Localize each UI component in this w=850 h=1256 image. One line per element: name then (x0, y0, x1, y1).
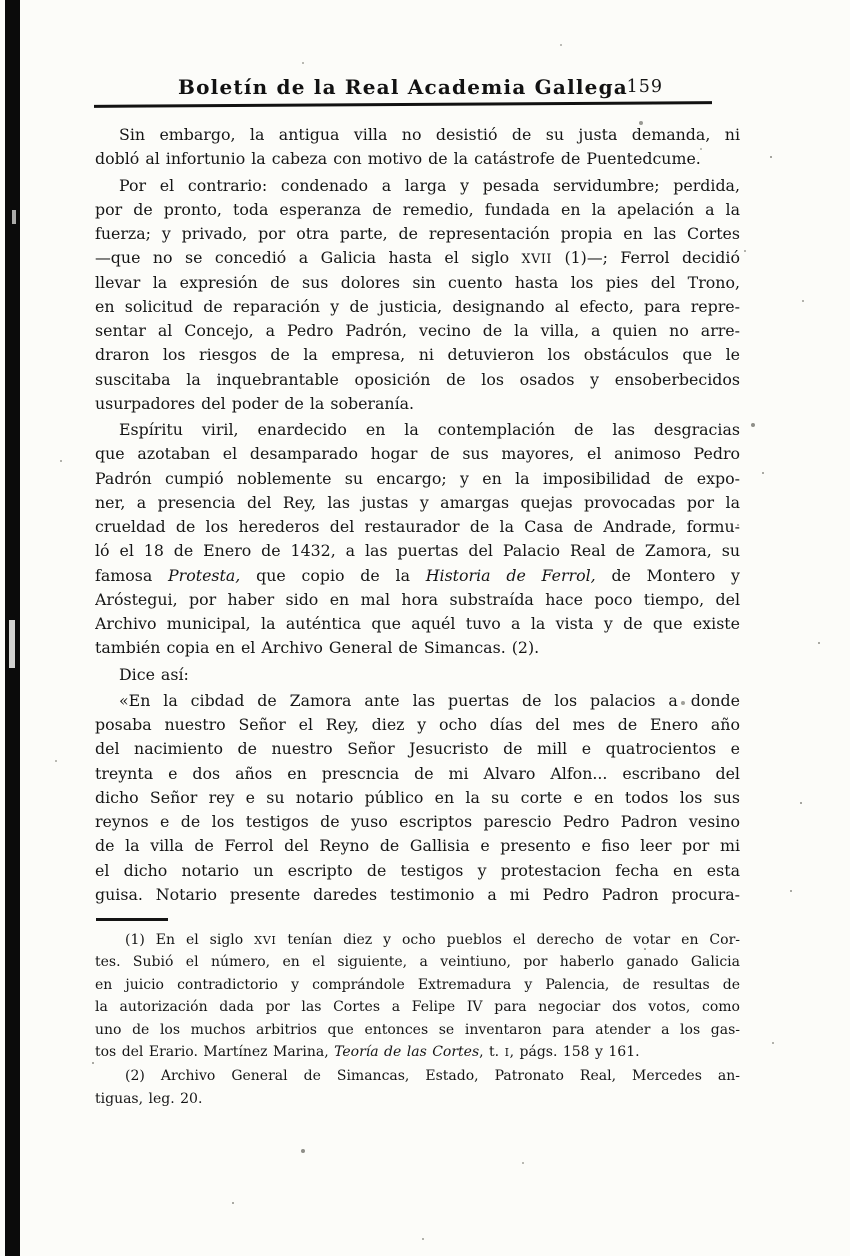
book-binding-shadow (5, 0, 20, 1256)
text-line: fuerza; y privado, por otra parte, de representación propia en las Cortes (95, 224, 740, 243)
text-line: draron los riesgos de la empresa, ni detuvieron los obstáculos que le (95, 345, 740, 365)
header-rule (94, 101, 712, 108)
text-line: sentar al Concejo, a Pedro Padrón, vecino de la villa, a quien no arre- (95, 321, 740, 340)
text-line: (1) En el siglo XVI tenían diez y ocho pueblos el derecho de votar en Cor- (125, 932, 740, 948)
paragraph (95, 663, 740, 687)
text-line: treynta e dos años en prescncia de mi Alvaro Alfon... escribano del (95, 763, 740, 783)
text-line: ló el 18 de Enero de 1432, a las puertas del Palacio Real de Zamora, su (95, 541, 740, 561)
text-line: —que no se concedió a Galicia hasta el siglo XVII (1)—; Ferrol decidió (95, 248, 740, 268)
page-header (93, 75, 713, 101)
text-line: dicho Señor rey e su notario público en la su corte e en todos los sus (95, 787, 740, 807)
paragraph (95, 689, 740, 907)
text-line: (2) Archivo General de Simancas, Estado, Patronato Real, Mercedes an- (125, 1068, 740, 1085)
footnote-separator-rule (96, 918, 168, 921)
text-line: uno de los muchos arbitrios que entonces se inventaron para atender a los gas- (95, 1021, 740, 1038)
text-line: Por el contrario: condenado a larga y pesada servidumbre; perdida, (119, 175, 740, 195)
text-line: también copia en el Archivo General de Simancas. (2). (95, 638, 540, 658)
text-line: de la villa de Ferrol del Reyno de Gallisia e presento e fiso leer por mi (95, 836, 740, 856)
footnotes-block (95, 929, 740, 1110)
text-line: Dice así: (119, 664, 189, 684)
paragraph (95, 418, 740, 661)
paragraph (95, 123, 740, 172)
text-line: dobló al infortunio la cabeza con motivo de la catástrofe de Puentedcume. (95, 149, 701, 169)
paragraph (95, 174, 740, 417)
text-line: que azotaban el desamparado hogar de sus mayores, el animoso Pedro (95, 444, 740, 464)
text-line: en juicio contradictorio y comprándole Extremadura y Palencia, de resultas de (95, 976, 740, 993)
text-line: ner, a presencia del Rey, las justas y amargas quejas provocadas por la (95, 492, 740, 512)
text-line: famosa Protesta, que copio de la Historia de Ferrol, de Montero y (95, 565, 740, 585)
scan-noise-speckles (0, 0, 2, 2)
text-line: Archivo municipal, la auténtica que aquél tuvo a la vista y de que existe (95, 614, 740, 633)
text-line: tiguas, leg. 20. (95, 1090, 203, 1107)
journal-title: Boletín de la Real Academia Gallega (178, 75, 628, 99)
paragraph (95, 1065, 740, 1110)
text-line: del nacimiento de nuestro Señor Jesucristo de mill e quatrocientos e (95, 739, 740, 759)
text-line: Espíritu viril, enardecido en la contemplación de las desgracias (119, 420, 740, 439)
text-line: el dicho notario un escripto de testigos y protestacion fecha en esta (95, 860, 740, 880)
text-line: por de pronto, toda esperanza de remedio, fundada en la apelación a la (95, 199, 740, 219)
text-line: reynos e de los testigos de yuso escriptos parescio Pedro Padron vesino (95, 812, 740, 831)
text-line: llevar la expresión de sus dolores sin cuento hasta los pies del Trono, (95, 272, 740, 292)
text-line: la autorización dada por las Cortes a Felipe IV para negociar dos votos, como (95, 999, 740, 1016)
text-line: en solicitud de reparación y de justicia, designando al efecto, para repre- (95, 296, 740, 316)
body-text-column (95, 123, 740, 907)
text-line: tes. Subió el número, en el siguiente, a veintiuno, por haberlo ganado Galicia (95, 954, 740, 971)
page-number: 159 (626, 77, 663, 97)
text-line: tos del Erario. Martínez Marina, Teoría de las Cortes, t. I, págs. 158 y 161. (95, 1043, 640, 1060)
text-line: usurpadores del poder de la soberanía. (95, 393, 415, 413)
text-line: «En la cibdad de Zamora ante las puertas de los palacios a donde (119, 690, 740, 710)
paragraph (95, 929, 740, 1063)
text-line: Aróstegui, por haber sido en mal hora substraída hace poco tiempo, del (95, 589, 740, 609)
text-line: crueldad de los herederos del restaurador de la Casa de Andrade, formu- (95, 517, 740, 536)
text-line: Sin embargo, la antigua villa no desistió de su justa demanda, ni (119, 125, 740, 144)
text-line: suscitaba la inquebrantable oposición de los osados y ensoberbecidos (95, 369, 740, 389)
text-line: Padrón cumpió noblemente su encargo; y en la imposibilidad de expo- (95, 468, 740, 488)
text-line: posaba nuestro Señor el Rey, diez y ocho días del mes de Enero año (95, 715, 740, 734)
text-line: guisa. Notario presente daredes testimonio a mi Pedro Padron procura- (95, 884, 740, 904)
